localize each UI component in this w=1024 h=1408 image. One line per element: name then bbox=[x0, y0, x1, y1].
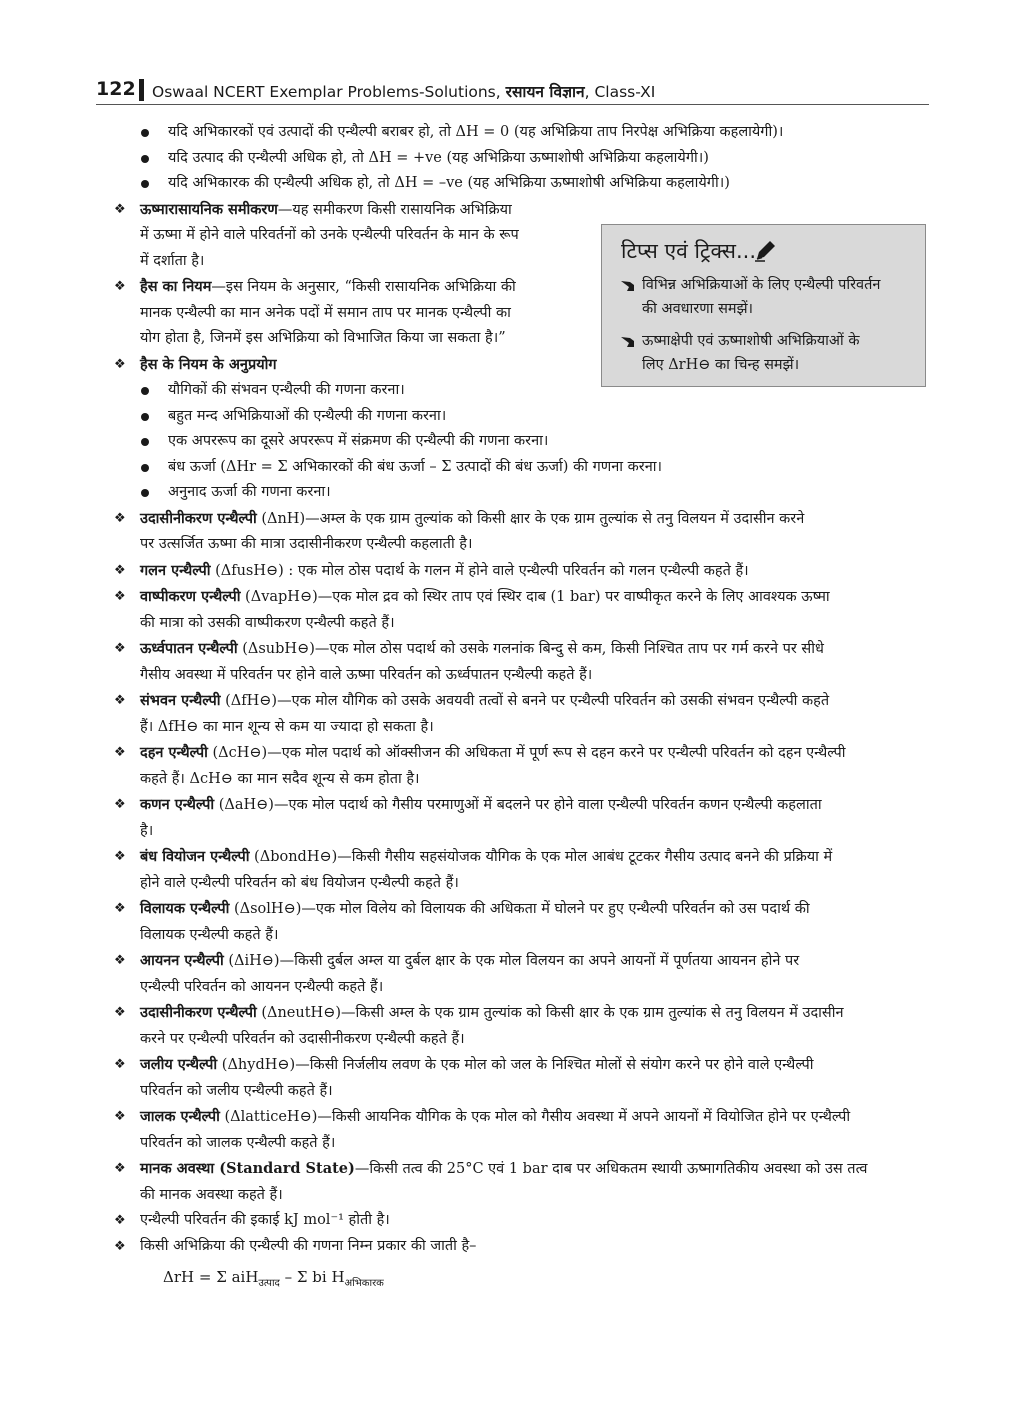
definition-line: एन्थैल्पी परिवर्तन को आयनन एन्थैल्पी कहते हैं। bbox=[140, 978, 384, 995]
definition-line: हैं। ΔfH⊖ का मान शून्य से कम या ज्यादा हो सकता है। bbox=[140, 718, 434, 735]
definition-term: ऊर्ध्वपातन एन्थैल्पी bbox=[140, 640, 238, 657]
definition-line bbox=[140, 948, 930, 975]
star-bullet-icon: ❖ bbox=[114, 1109, 126, 1124]
bullet-text: एक अपररूप का दूसरे अपररूप में संक्रमण की एन्थैल्पी की गणना करना। bbox=[168, 433, 549, 449]
definition-item bbox=[110, 584, 930, 636]
definition-symbol: (ΔfH⊖) bbox=[220, 693, 278, 709]
definition-symbol: (ΔbondH⊖) bbox=[249, 849, 338, 865]
definition-line: विलायक एन्थैल्पी कहते हैं। bbox=[140, 926, 279, 943]
definition-line bbox=[140, 1156, 930, 1183]
tip-item bbox=[620, 329, 920, 377]
line: —यह समीकरण किसी रासायनिक अभिक्रिया bbox=[277, 201, 512, 218]
item-text: किसी अभिक्रिया की एन्थैल्पी की गणना निम्न प्रकार की जाती है– bbox=[140, 1237, 477, 1254]
bullet-text: यदि अभिकारक की एन्थैल्पी अधिक हो, तो ΔH = –ve (यह अभिक्रिया ऊष्माशोषी अभिक्रिया कहलायेगी।) bbox=[168, 175, 730, 191]
item-text bbox=[140, 274, 615, 301]
definition-line bbox=[140, 1104, 930, 1131]
formula-minus: – bbox=[279, 1268, 297, 1286]
formula-sub-reactants: अभिकारक bbox=[344, 1278, 384, 1289]
star-bullet-icon: ❖ bbox=[114, 562, 126, 578]
definition-term: वाष्पीकरण एन्थैल्पी bbox=[140, 588, 241, 605]
star-bullet-icon: ❖ bbox=[114, 693, 126, 708]
star-bullet-icon: ❖ bbox=[114, 356, 126, 372]
definition-term: जलीय एन्थैल्पी bbox=[140, 1056, 218, 1073]
star-bullet-icon: ❖ bbox=[114, 1213, 126, 1228]
definition-text: —किसी अम्ल के एक ग्राम तुल्यांक को किसी क्षार के एक ग्राम तुल्यांक से तनु विलयन में उदासीन bbox=[341, 1005, 844, 1021]
term: हैस के नियम के अनुप्रयोग bbox=[140, 355, 277, 373]
line: —इस नियम के अनुसार, “किसी रासायनिक अभिक्रिया की bbox=[211, 279, 516, 295]
definition-line bbox=[140, 558, 930, 585]
definition-item bbox=[110, 792, 930, 844]
definition-item bbox=[110, 1000, 930, 1052]
definition-symbol: (ΔnH) bbox=[256, 510, 306, 527]
definition-line bbox=[140, 688, 930, 715]
definition-line bbox=[140, 1000, 930, 1027]
star-bullet-icon: ❖ bbox=[114, 201, 126, 217]
tips-title: टिप्स एवं ट्रिक्स... bbox=[621, 239, 757, 263]
definition-line: है। bbox=[140, 822, 154, 839]
page-header bbox=[96, 78, 929, 106]
definition-text: —किसी तत्व की 25°C एवं 1 bar दाब पर अधिकतम स्थायी ऊष्मागतिकीय अवस्था को उस तत्व bbox=[354, 1161, 868, 1177]
bullet-item bbox=[110, 455, 930, 481]
definition-text: —किसी निर्जलीय लवण के एक मोल को जल के निश्चित मोलों से संयोग करने पर होने वाले एन्थैल्पी bbox=[295, 1057, 814, 1073]
definition-symbol: (ΔsubH⊖) bbox=[237, 641, 315, 657]
bullet-text: बहुत मन्द अभिक्रियाओं की एन्थैल्पी की गणना करना। bbox=[168, 407, 447, 424]
thermochemical-equation-item bbox=[110, 197, 615, 275]
definition-symbol: (ΔaH⊖) bbox=[214, 797, 274, 813]
item-text bbox=[140, 197, 615, 224]
definition-line: पर उत्सर्जित ऊष्मा की मात्रा उदासीनीकरण एन्थैल्पी कहलाती है। bbox=[140, 536, 473, 552]
header-rule bbox=[96, 104, 929, 105]
definition-text: —एक मोल ठोस पदार्थ को उसके गलनांक बिन्दु से कम, किसी निश्चित ताप पर गर्म करने पर सीधे bbox=[314, 641, 824, 657]
definition-line bbox=[140, 844, 930, 871]
star-bullet-icon: ❖ bbox=[114, 849, 126, 864]
term: ऊष्मारासायनिक समीकरण bbox=[140, 200, 278, 218]
formula-term-reactants: Σ bi H bbox=[296, 1268, 345, 1286]
definition-text: : एक मोल ठोस पदार्थ के गलन में होने वाले एन्थैल्पी परिवर्तन को गलन एन्थैल्पी कहते हैं। bbox=[283, 562, 749, 579]
item-text: एन्थैल्पी परिवर्तन की इकाई kJ mol⁻¹ होती है। bbox=[140, 1212, 390, 1228]
book-title bbox=[152, 80, 655, 102]
definition-symbol: (ΔsolH⊖) bbox=[229, 901, 302, 917]
bullet-text: अनुनाद ऊर्जा की गणना करना। bbox=[168, 484, 331, 500]
formula-lhs: ΔrH = bbox=[163, 1268, 217, 1286]
book-title-class: , Class-XI bbox=[584, 83, 656, 101]
definition-symbol: (ΔvapH⊖) bbox=[240, 589, 318, 605]
formula-sub-products: उत्पाद bbox=[258, 1278, 280, 1289]
line: में दर्शाता है। bbox=[140, 252, 205, 269]
bullet-text: बंध ऊर्जा (ΔHr = Σ अभिकारकों की बंध ऊर्जा – Σ उत्पादों की बंध ऊर्जा) की गणना करना। bbox=[168, 458, 663, 475]
bullet-text: यदि उत्पाद की एन्थैल्पी अधिक हो, तो ΔH = +ve (यह अभिक्रिया ऊष्माशोषी अभिक्रिया कहलायेगी।) bbox=[168, 149, 709, 166]
definition-item bbox=[110, 948, 930, 1000]
bullet-item bbox=[110, 171, 930, 197]
line: मानक एन्थैल्पी का मान अनेक पदों में समान ताप पर मानक एन्थैल्पी का bbox=[140, 304, 511, 321]
definition-symbol: (ΔneutH⊖) bbox=[256, 1005, 342, 1021]
star-bullet-icon: ❖ bbox=[114, 797, 126, 812]
star-bullet-icon: ❖ bbox=[114, 279, 126, 294]
header-divider bbox=[139, 79, 144, 101]
definition-text: —किसी आयनिक यौगिक के एक मोल को गैसीय अवस्था में अपने आयनों में वियोजित होने पर एन्थैल्पी bbox=[317, 1109, 851, 1125]
bullet-item bbox=[110, 146, 930, 172]
pen-icon bbox=[753, 237, 779, 263]
definition-item bbox=[110, 1156, 930, 1208]
definition-line: करने पर एन्थैल्पी परिवर्तन को उदासीनीकरण एन्थैल्पी कहते हैं। bbox=[140, 1030, 465, 1047]
definition-line: कहते हैं। ΔcH⊖ का मान सदैव शून्य से कम होता है। bbox=[140, 770, 420, 787]
definition-symbol: (ΔhydH⊖) bbox=[217, 1057, 296, 1073]
definition-item bbox=[110, 1104, 930, 1156]
bullet-item bbox=[110, 120, 930, 146]
definition-item bbox=[110, 688, 930, 740]
tip-line: विभिन्न अभिक्रियाओं के लिए एन्थैल्पी परिवर्तन bbox=[642, 277, 881, 293]
definition-line: होने वाले एन्थैल्पी परिवर्तन को बंध वियोजन एन्थैल्पी कहते हैं। bbox=[140, 874, 459, 891]
definition-item bbox=[110, 1052, 930, 1104]
definitions-list bbox=[110, 506, 930, 1209]
definition-item bbox=[110, 558, 930, 585]
hess-law-item bbox=[110, 274, 615, 352]
definition-term: बंध वियोजन एन्थैल्पी bbox=[140, 848, 250, 865]
star-bullet-icon: ❖ bbox=[114, 1057, 126, 1072]
star-bullet-icon: ❖ bbox=[114, 1238, 126, 1254]
definition-line: गैसीय अवस्था में परिवर्तन पर होने वाले ऊष्मा परिवर्तन को ऊर्ध्वपातन एन्थैल्पी कहते हैं। bbox=[140, 666, 593, 683]
definition-text: —अम्ल के एक ग्राम तुल्यांक को किसी क्षार के एक ग्राम तुल्यांक से तनु विलयन में उदासीन करने bbox=[305, 510, 805, 527]
bullet-item bbox=[110, 429, 930, 455]
definition-text: —एक मोल द्रव को स्थिर ताप एवं स्थिर दाब (1 bar) पर वाष्पीकृत करने के लिए आवश्यक ऊष्मा bbox=[317, 589, 830, 605]
definition-line bbox=[140, 1052, 930, 1079]
definition-line bbox=[140, 740, 930, 767]
star-bullet-icon: ❖ bbox=[114, 1161, 126, 1176]
tip-line: लिए ΔrH⊖ का चिन्ह समझें। bbox=[642, 357, 800, 373]
definition-line bbox=[140, 636, 930, 663]
definition-line bbox=[140, 584, 930, 611]
star-bullet-icon: ❖ bbox=[114, 953, 126, 968]
star-bullet-icon: ❖ bbox=[114, 510, 126, 526]
definition-symbol: (ΔfusH⊖) bbox=[210, 562, 284, 579]
definition-symbol: (ΔlatticeH⊖) bbox=[219, 1109, 318, 1125]
definition-item bbox=[110, 740, 930, 792]
bullet-text: यौगिकों की संभवन एन्थैल्पी की गणना करना। bbox=[168, 382, 405, 398]
definition-term: संभवन एन्थैल्पी bbox=[140, 692, 221, 709]
term: हैस का नियम bbox=[140, 278, 212, 295]
star-bullet-icon: ❖ bbox=[114, 641, 126, 656]
definition-term: कणन एन्थैल्पी bbox=[140, 796, 215, 813]
definition-term: उदासीनीकरण एन्थैल्पी bbox=[140, 509, 257, 527]
unit-item bbox=[110, 1208, 930, 1234]
book-title-subject: रसायन विज्ञान bbox=[505, 83, 585, 101]
definition-line: की मात्रा को उसकी वाष्पीकरण एन्थैल्पी कहते हैं। bbox=[140, 614, 395, 631]
page-number: 122 bbox=[96, 78, 136, 100]
definition-term: दहन एन्थैल्पी bbox=[140, 744, 208, 761]
definition-line: परिवर्तन को जालक एन्थैल्पी कहते हैं। bbox=[140, 1134, 336, 1151]
star-bullet-icon: ❖ bbox=[114, 589, 126, 604]
definition-line bbox=[140, 506, 930, 533]
definition-term: उदासीनीकरण एन्थैल्पी bbox=[140, 1004, 257, 1021]
definition-text: —एक मोल विलेय को विलायक की अधिकता में घोलने पर हुए एन्थैल्पी परिवर्तन को उस पदार्थ की bbox=[301, 901, 810, 917]
definition-line bbox=[140, 896, 930, 923]
definition-line bbox=[140, 792, 930, 819]
line: में ऊष्मा में होने वाले परिवर्तनों को उनके एन्थैल्पी परिवर्तन के मान के रूप bbox=[140, 227, 519, 243]
definition-text: —किसी दुर्बल अम्ल या दुर्बल क्षार के एक मोल विलयन का अपने आयनों में पूर्णतया आयनन होने पर bbox=[279, 953, 800, 969]
definition-symbol: (ΔcH⊖) bbox=[207, 745, 268, 761]
definition-line: की मानक अवस्था कहते हैं। bbox=[140, 1186, 283, 1203]
definition-item bbox=[110, 844, 930, 896]
definition-term: गलन एन्थैल्पी bbox=[140, 561, 211, 579]
definition-term: जालक एन्थैल्पी bbox=[140, 1108, 220, 1125]
book-title-prefix: Oswaal NCERT Exemplar Problems-Solutions, bbox=[152, 83, 506, 101]
tips-and-tricks-box bbox=[601, 224, 926, 387]
definition-symbol: (ΔiH⊖) bbox=[223, 953, 280, 969]
tip-line: की अवधारणा समझें। bbox=[642, 301, 754, 317]
line: योग होता है, जिनमें इस अभिक्रिया को विभाजित किया जा सकता है।” bbox=[140, 330, 506, 346]
formula-term-products: Σ aiH bbox=[216, 1268, 259, 1286]
definition-item bbox=[110, 896, 930, 948]
calculation-item bbox=[110, 1234, 930, 1260]
enthalpy-formula bbox=[163, 1268, 384, 1289]
star-bullet-icon: ❖ bbox=[114, 745, 126, 760]
definition-text: —एक मोल पदार्थ को ऑक्सीजन की अधिकता में पूर्ण रूप से दहन करने पर एन्थैल्पी परिवर्तन को दहन एन्थैल्पी bbox=[267, 745, 846, 761]
bullet-item bbox=[110, 480, 930, 506]
bullet-text: यदि अभिकारकों एवं उत्पादों की एन्थैल्पी बराबर हो, तो ΔH = 0 (यह अभिक्रिया ताप निरपेक्ष अभिक्रिया कहलायेगी)। bbox=[168, 124, 784, 140]
definition-text: —एक मोल पदार्थ को गैसीय परमाणुओं में बदलने पर होने वाला एन्थैल्पी परिवर्तन कणन एन्थैल्पी कहलाता bbox=[273, 797, 822, 813]
pointing-hand-icon bbox=[620, 277, 636, 293]
bullet-item bbox=[110, 404, 930, 430]
definition-term: आयनन एन्थैल्पी bbox=[140, 952, 224, 969]
definition-text: —किसी गैसीय सहसंयोजक यौगिक के एक मोल आबंध टूटकर गैसीय उत्पाद बनने की प्रक्रिया में bbox=[337, 849, 833, 865]
definition-line: परिवर्तन को जलीय एन्थैल्पी कहते हैं। bbox=[140, 1082, 333, 1099]
tip-line: ऊष्माक्षेपी एवं ऊष्माशोषी अभिक्रियाओं के bbox=[642, 333, 860, 349]
definition-item bbox=[110, 636, 930, 688]
definition-term: मानक अवस्था (Standard State) bbox=[140, 1160, 355, 1177]
pointing-hand-icon bbox=[620, 333, 636, 349]
definition-term: विलायक एन्थैल्पी bbox=[140, 900, 230, 917]
definition-item bbox=[110, 506, 930, 558]
star-bullet-icon: ❖ bbox=[114, 1005, 126, 1020]
definition-text: —एक मोल यौगिक को उसके अवयवी तत्वों से बनने पर एन्थैल्पी परिवर्तन को उसकी संभवन एन्थैल्पी कहते bbox=[277, 693, 830, 709]
tip-item bbox=[620, 273, 920, 321]
star-bullet-icon: ❖ bbox=[114, 901, 126, 916]
